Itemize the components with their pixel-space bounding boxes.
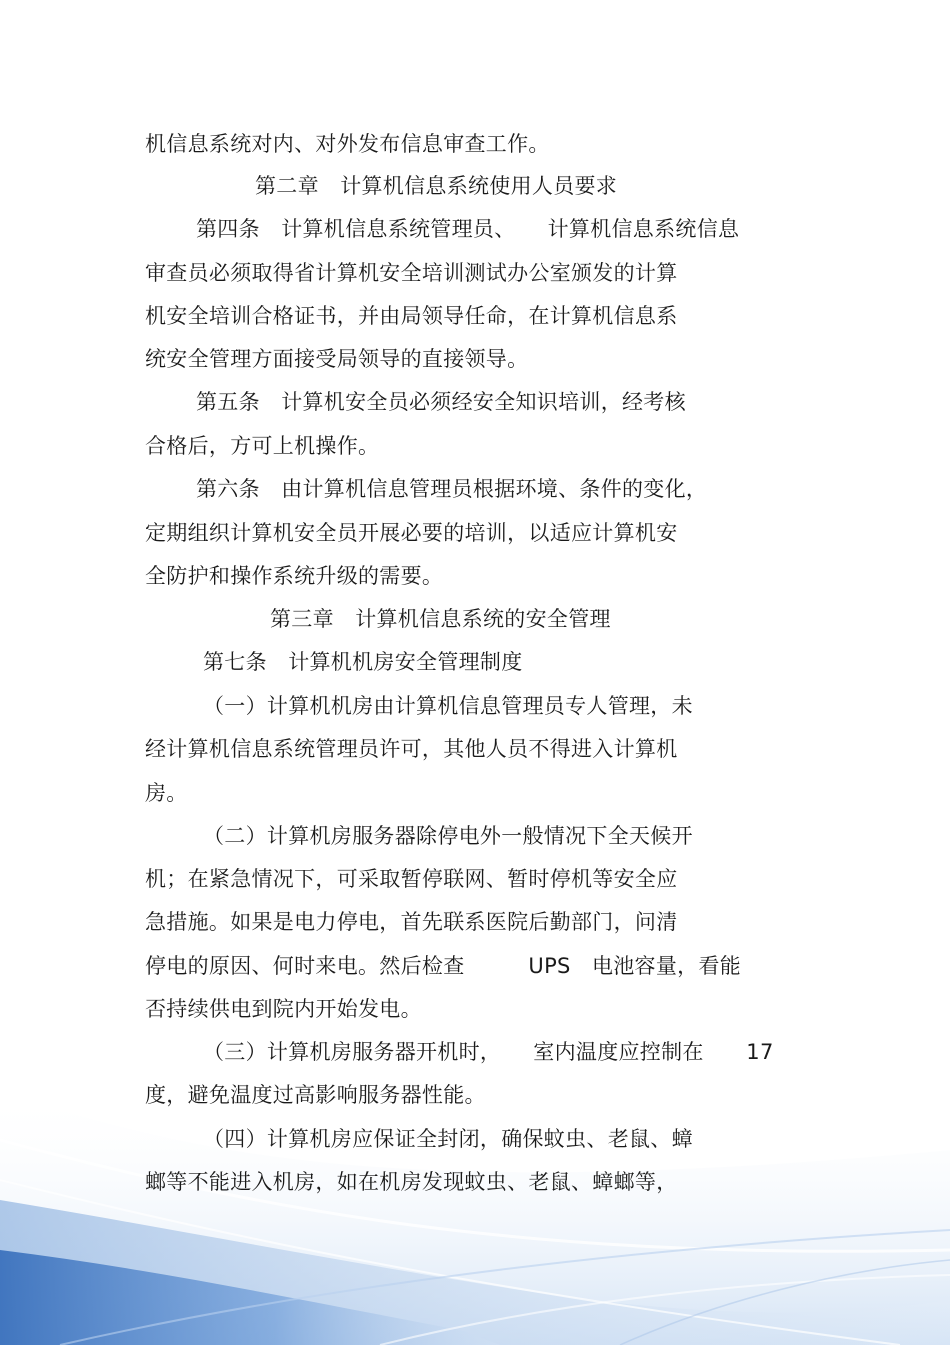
article-line: 第五条 计算机安全员必须经安全知识培训，经考核 — [196, 390, 686, 414]
text-line: 审查员必须取得省计算机安全培训测试办公室颁发的计算 — [145, 261, 678, 285]
text-line: 急措施。如果是电力停电，首先联系医院后勤部门，问清 — [145, 910, 678, 934]
text-line: 停电的原因、何时来电。然后检查 UPS 电池容量，看能 — [145, 954, 742, 978]
chapter-heading: 第三章 计算机信息系统的安全管理 — [270, 607, 611, 631]
clause-line: （二）计算机房服务器除停电外一般情况下全天候开 — [203, 824, 693, 848]
text-line: 统安全管理方面接受局领导的直接领导。 — [145, 347, 529, 371]
text-line: 全防护和操作系统升级的需要。 — [145, 564, 444, 588]
article-line: 第六条 由计算机信息管理员根据环境、条件的变化， — [196, 477, 708, 501]
text-line: 否持续供电到院内开始发电。 — [145, 997, 422, 1021]
clause-line: （一）计算机机房由计算机信息管理员专人管理，未 — [203, 694, 693, 718]
text-line: 房。 — [145, 781, 188, 805]
text-line: 定期组织计算机安全员开展必要的培训，以适应计算机安 — [145, 521, 678, 545]
text-line: 机信息系统对内、对外发布信息审查工作。 — [145, 132, 550, 156]
text-line: 机安全培训合格证书，并由局领导任命，在计算机信息系 — [145, 304, 678, 328]
clause-line: （三）计算机房服务器开机时， 室内温度应控制在 17 — [203, 1040, 774, 1064]
text-line: 度，避免温度过高影响服务器性能。 — [145, 1083, 486, 1107]
text-line: 经计算机信息系统管理员许可，其他人员不得进入计算机 — [145, 737, 678, 761]
text-line: 螂等不能进入机房，如在机房发现蚊虫、老鼠、蟑螂等， — [145, 1170, 678, 1194]
text-line: 机；在紧急情况下，可采取暂停联网、暂时停机等安全应 — [145, 867, 678, 891]
text-line: 合格后，方可上机操作。 — [145, 434, 380, 458]
article-line: 第四条 计算机信息系统管理员、 计算机信息系统信息 — [196, 217, 740, 241]
chapter-heading: 第二章 计算机信息系统使用人员要求 — [255, 174, 618, 198]
clause-line: （四）计算机房应保证全封闭，确保蚊虫、老鼠、蟑 — [203, 1127, 693, 1151]
article-line: 第七条 计算机机房安全管理制度 — [203, 650, 523, 674]
